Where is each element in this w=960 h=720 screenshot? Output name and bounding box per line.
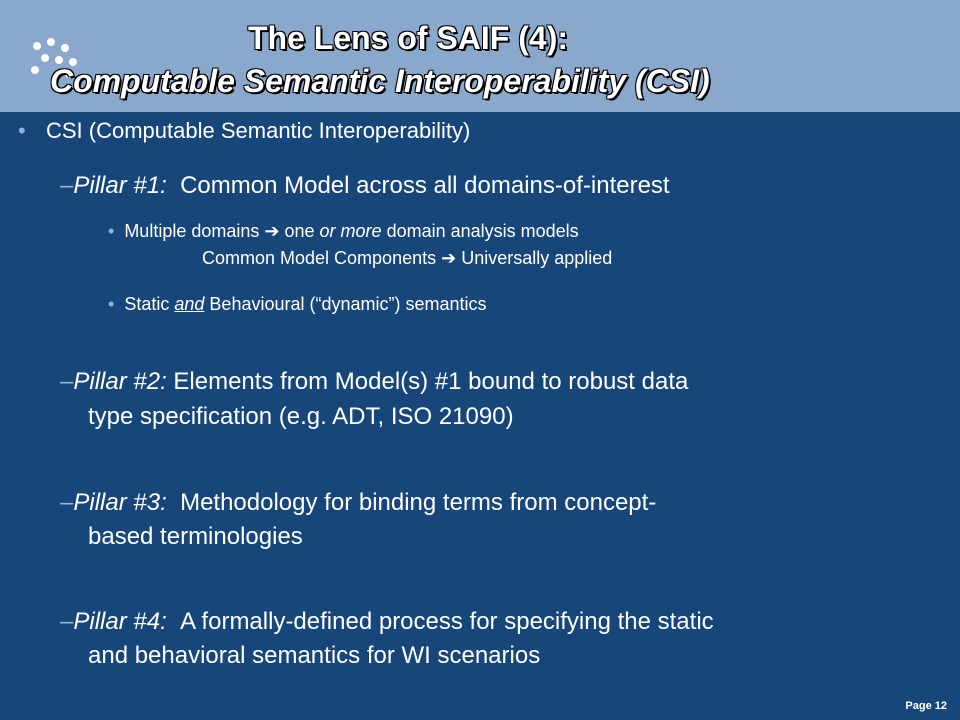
- title-bar: [0, 0, 960, 112]
- dash-icon: –: [60, 608, 74, 635]
- pillar4-line1: A formally-defined process for specifying the static: [180, 608, 714, 635]
- dash-icon: –: [60, 489, 74, 516]
- pillar4-line2: and behavioral semantics for WI scenarios: [88, 642, 541, 669]
- right-arrow-icon: ➔: [264, 221, 280, 241]
- sub1-part1: Multiple domains: [124, 221, 260, 241]
- pillar3-item: [60, 489, 656, 517]
- bullet-dot-icon: •: [18, 118, 26, 143]
- slide-title-line2: Computable Semantic Interoperability (CSI): [50, 63, 710, 99]
- sub2-part3: Behavioural (“dynamic”) semantics: [209, 294, 487, 314]
- pillar3-line2: based terminologies: [88, 523, 303, 550]
- pillar2-label: Pillar #2:: [73, 368, 167, 395]
- pillar2-item: [60, 368, 688, 396]
- pillar2-line2: type specification (e.g. ADT, ISO 21090): [88, 403, 514, 430]
- sub-bullet-2: [108, 294, 487, 315]
- sub1-line2a: Common Model Components: [202, 248, 437, 268]
- slide-title-line1: The Lens of SAIF (4):: [248, 20, 568, 56]
- pillar4-item: [60, 608, 714, 636]
- dash-icon: –: [60, 368, 74, 395]
- pillar3-line1: Methodology for binding terms from concept-: [180, 489, 657, 516]
- dash-icon: –: [60, 172, 74, 199]
- sub-bullet-1: [108, 221, 579, 242]
- pillar3-label: Pillar #3:: [73, 489, 167, 516]
- sub-bullet-1-line2: [202, 248, 612, 269]
- sub1-part4: domain analysis models: [386, 221, 579, 241]
- pillar2-line1: Elements from Model(s) #1 bound to robust data: [173, 368, 689, 395]
- sub1-part2: one: [284, 221, 315, 241]
- bullet-dot-icon: •: [108, 294, 115, 314]
- sub1-part3: or more: [319, 221, 382, 241]
- pillar1-label: Pillar #1:: [73, 172, 167, 199]
- pillar4-label: Pillar #4:: [73, 608, 167, 635]
- pillar1-text: Common Model across all domains-of-interest: [180, 172, 670, 199]
- right-arrow-icon: ➔: [441, 248, 457, 268]
- sub2-part1: Static: [124, 294, 170, 314]
- page-number: Page 12: [905, 700, 947, 712]
- bullet-dot-icon: •: [108, 221, 115, 241]
- pillar1-item: [60, 172, 670, 200]
- sub2-part2: and: [174, 294, 205, 314]
- main-bullet-text: CSI (Computable Semantic Interoperability): [46, 118, 471, 143]
- sub1-line2b: Universally applied: [461, 248, 613, 268]
